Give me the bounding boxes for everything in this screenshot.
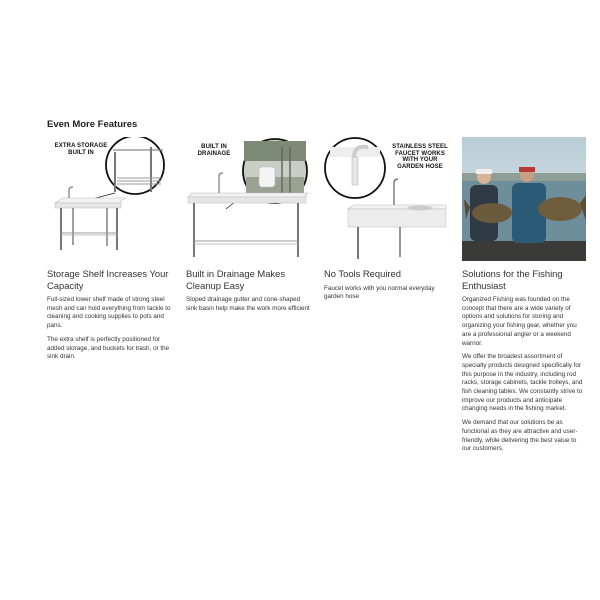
callout-faucet: STAINLESS STEEL FAUCET WORKS WITH YOUR GARDEN HOSE [392, 144, 448, 170]
feature-paragraph: Full-sized lower shelf made of strong steel mesh and can hold everything from tackle to cleaning and cooking supplies to pots and pans. [47, 296, 171, 330]
feature-paragraph: Sloped drainage gutter and cone-shaped sink basin help make the work more efficient [186, 296, 310, 312]
feature-paragraph: We demand that our solutions be as functional as they are attractive and user-friendly, while delivering the best value to our customers. [462, 419, 578, 453]
feature-solutions [462, 137, 586, 454]
feature-paragraph: Faucet works with you normal everyday garden hose [324, 284, 435, 301]
feature-paragraph: The extra shelf is perfectly positioned for added storage, and buckets for trash, or the sink drain. [47, 335, 170, 361]
feature-storage-shelf [47, 137, 171, 362]
feature-heading: Built in Drainage Makes Cleanup Easy [186, 268, 286, 291]
anglers-photo [462, 137, 586, 261]
section-title: Even More Features [47, 119, 138, 130]
callout-drainage: BUILT IN DRAINAGE [197, 144, 231, 157]
drainage-image [186, 137, 310, 261]
feature-heading: Storage Shelf Increases Your Capacity [47, 268, 169, 291]
feature-faucet [324, 137, 448, 302]
feature-heading: Solutions for the Fishing Enthusiast [462, 268, 563, 291]
faucet-image [324, 137, 448, 261]
feature-drainage [186, 137, 310, 313]
feature-paragraph: We offer the broadest assortment of specialty products designed specifically for this purpose in the industry, including rod racks, storage cabinets, tackle trolleys, and fish cleaning tables. We constantly strive to improve our products and anticipate changing needs in the fishing market. [462, 353, 583, 413]
callout-extra-storage: EXTRA STORAGE BUILT IN [54, 143, 108, 156]
feature-paragraph: Organized Fishing was founded on the concept that there are a wide variety of options and solutions for storing and organizing your fishing gear, whether you are a professional angler or a weekend warrior. [462, 296, 577, 347]
feature-heading: No Tools Required [324, 268, 401, 279]
storage-shelf-image [47, 137, 171, 261]
